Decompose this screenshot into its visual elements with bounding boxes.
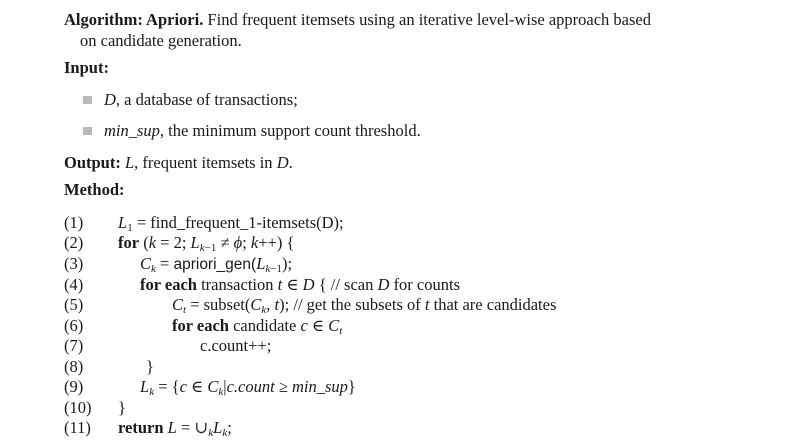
line-number: (4) <box>64 275 84 294</box>
line-number: (10) <box>64 398 92 417</box>
code-line-8: } <box>146 357 154 376</box>
code-line-7: c.count++; <box>200 336 272 355</box>
line-number: (3) <box>64 254 84 273</box>
line-number: (9) <box>64 377 84 396</box>
algorithm-label: Algorithm: Apriori. <box>64 10 204 29</box>
code-line-11: return $L = \cup_kL_k$; <box>118 418 232 439</box>
bullet-icon <box>83 127 92 135</box>
line-number: (1) <box>64 213 84 232</box>
code-line-5: $C_t$ = $subset(C_k$, t); // get the subsets of t that are candidates <box>172 295 557 316</box>
algorithm-description-cont: on candidate generation. <box>80 31 242 50</box>
code-line-4: for each transaction t ∈ D { // scan D for counts <box>140 275 461 294</box>
input-item-database: D, a database of transactions; <box>104 90 298 109</box>
line-number: (6) <box>64 316 84 335</box>
algorithm-description: Find frequent itemsets using an iterative level-wise approach based <box>207 10 651 29</box>
code-line-9: $L_k = \{c$ ∈ $C_k|c.count$ ≥ min_sup} <box>140 377 356 398</box>
line-number: (11) <box>64 418 91 437</box>
code-line-6: for each candidate c ∈ $C_t$ <box>172 316 343 337</box>
output-line: Output: L, frequent itemsets in D. <box>64 153 293 172</box>
code-line-10: } <box>118 398 126 417</box>
line-number: (2) <box>64 233 84 252</box>
line-number: (5) <box>64 295 84 314</box>
input-item-minsup: min_sup, the minimum support count threshold. <box>104 121 421 140</box>
code-line-1: $L_1$ = find_frequent_1-itemsets(D); <box>118 213 344 234</box>
code-line-3: $C_k$ = $apriori\_gen(L_{k-1})$; <box>140 254 293 275</box>
algorithm-title-line <box>64 10 651 30</box>
bullet-icon <box>83 96 92 104</box>
code-line-2: for (k = 2; $L_{k-1} \ne \phi$; k++) { <box>118 233 295 254</box>
line-number: (8) <box>64 357 84 376</box>
input-label: Input: <box>64 58 109 77</box>
method-label: Method: <box>64 180 125 199</box>
line-number: (7) <box>64 336 84 355</box>
